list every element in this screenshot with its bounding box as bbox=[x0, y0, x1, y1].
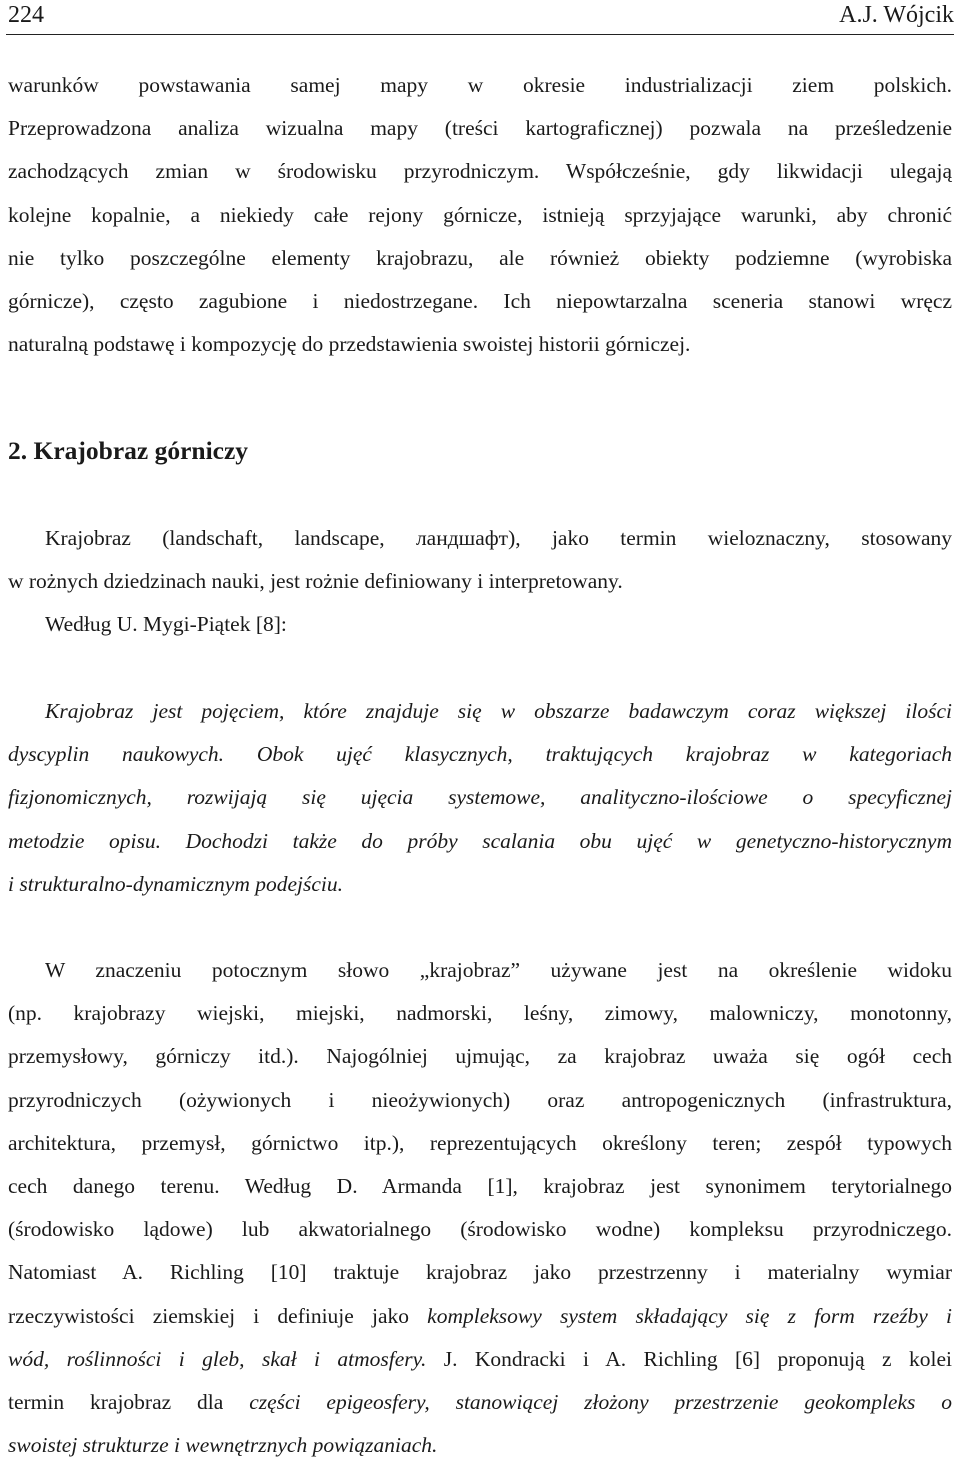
quote-line: fizjonomicznych, rozwijają się ujęcia systemowe, analityczno-ilościowe o specyficznej bbox=[8, 785, 952, 810]
definition-paragraph bbox=[8, 517, 952, 647]
quote-line: Krajobraz jest pojęciem, które znajduje się w obszarze badawczym coraz większej ilości bbox=[45, 699, 952, 723]
text-line: Przeprowadzona analiza wizualna mapy (treści kartograficznej) pozwala na prześledzenie bbox=[8, 116, 952, 141]
text-line: kolejne kopalnie, a niekiedy całe rejony górnicze, istnieją sprzyjające warunki, aby chronić bbox=[8, 202, 952, 227]
italic-run: części epigeosfery, stanowiącej złożony przestrzenie geokompleks o bbox=[249, 1389, 952, 1414]
text-line bbox=[8, 1338, 952, 1381]
text-run: termin krajobraz dla bbox=[8, 1389, 250, 1414]
text-line: naturalną podstawę i kompozycję do przedstawienia swoistej historii górniczej. bbox=[8, 332, 691, 357]
text-line: Według U. Mygi-Piątek [8]: bbox=[45, 612, 287, 637]
quote-line: metodzie opisu. Dochodzi także do próby scalania obu ujęć w genetyczno-historycznym bbox=[8, 828, 952, 853]
text-line bbox=[8, 1381, 952, 1424]
text-line bbox=[8, 1424, 952, 1467]
text-line: w rożnych dziedzinach nauki, jest rożnie definiowany i interpretowany. bbox=[8, 569, 623, 594]
text-line: przyrodniczych (ożywionych i nieożywionych) oraz antropogenicznych (infrastruktura, bbox=[8, 1087, 952, 1112]
intro-paragraph bbox=[8, 64, 952, 366]
text-line: Natomiast A. Richling [10] traktuje krajobraz jako przestrzenny i materialny wymiar bbox=[8, 1260, 952, 1285]
text-line: cech danego terenu. Według D. Armanda [1], krajobraz jest synonimem terytorialnego bbox=[8, 1173, 952, 1198]
text-run: rzeczywistości ziemskiej i definiuje jako bbox=[8, 1303, 428, 1328]
text-line bbox=[8, 1295, 952, 1338]
page-number: 224 bbox=[8, 2, 44, 28]
quote-line: dyscyplin naukowych. Obok ujęć klasycznych, traktujących krajobraz w kategoriach bbox=[8, 742, 952, 767]
text-line: przemysłowy, górniczy itd.). Najogólniej ujmując, za krajobraz uważa się ogół cech bbox=[8, 1044, 952, 1069]
text-line: nie tylko poszczególne elementy krajobrazu, ale również obiekty podziemne (wyrobiska bbox=[8, 245, 952, 270]
section-heading: 2. Krajobraz górniczy bbox=[8, 436, 249, 465]
quote-line: i strukturalno-dynamicznym podejściu. bbox=[8, 871, 343, 896]
block-quote bbox=[8, 690, 952, 906]
running-head: A.J. Wójcik bbox=[839, 2, 954, 28]
text-line: architektura, przemysł, górnictwo itp.), reprezentujących określony teren; zespół typowych bbox=[8, 1130, 952, 1155]
text-line: Krajobraz (landschaft, landscape, ландшафт), jako termin wieloznaczny, stosowany bbox=[45, 526, 952, 550]
italic-run: wód, roślinności i gleb, skał i atmosfery. bbox=[8, 1346, 427, 1371]
text-line: W znaczeniu potocznym słowo „krajobraz” używane jest na określenie widoku bbox=[45, 958, 952, 982]
page-header bbox=[6, 0, 954, 35]
italic-run: swoistej strukturze i wewnętrznych powiązaniach. bbox=[8, 1433, 438, 1458]
text-line: (np. krajobrazy wiejski, miejski, nadmorski, leśny, zimowy, malowniczy, monotonny, bbox=[8, 1001, 952, 1026]
text-line: zachodzących zmian w środowisku przyrodniczym. Współcześnie, gdy likwidacji ulegają bbox=[8, 159, 952, 184]
text-run: J. Kondracki i A. Richling [6] proponują z kolei bbox=[426, 1346, 952, 1371]
italic-run: kompleksowy system składający się z form rzeźby i bbox=[427, 1303, 952, 1328]
landscape-paragraph bbox=[8, 949, 952, 1467]
text-line: (środowisko lądowe) lub akwatorialnego (środowisko wodne) kompleksu przyrodniczego. bbox=[8, 1217, 952, 1242]
text-line: górnicze), często zagubione i niedostrzegane. Ich niepowtarzalna sceneria stanowi wręcz bbox=[8, 288, 952, 313]
text-line: warunków powstawania samej mapy w okresie industrializacji ziem polskich. bbox=[8, 73, 952, 97]
